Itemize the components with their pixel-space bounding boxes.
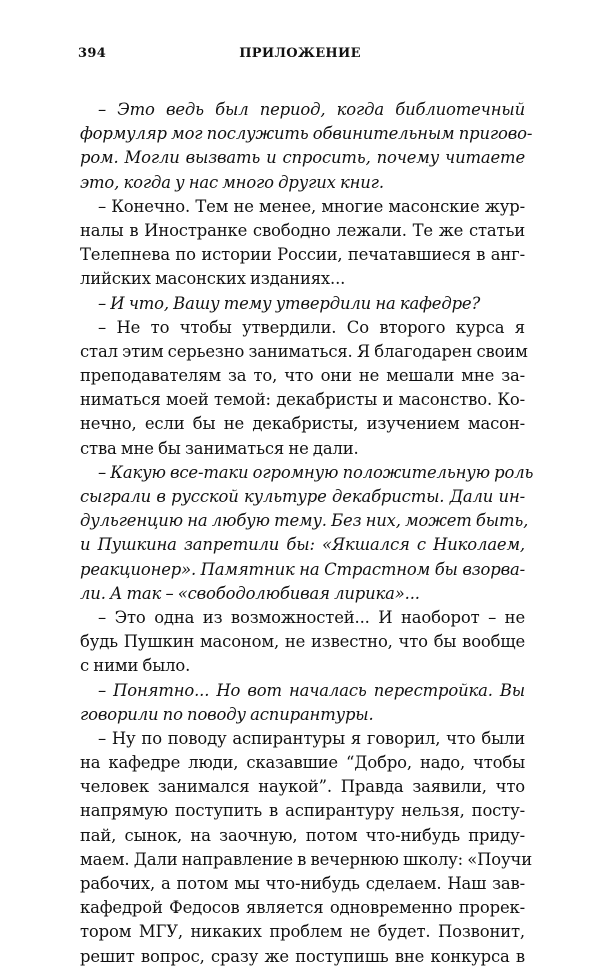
interviewer-text-line: реакционер». Памятник на Страстном бы взорва- [80, 559, 525, 579]
answer-text-line: нечно, если бы не декабристы, изучением масон- [80, 414, 525, 434]
answer-text-line: – Не то чтобы утвердили. Со второго курса я [98, 317, 525, 337]
answer-text-line: тором МГУ, никаких проблем не будет. Позвонит, [80, 922, 525, 942]
page-number: 394 [78, 46, 107, 61]
answer-text-line: напрямую поступить в аспирантуру нельзя, посту- [80, 801, 525, 821]
answer-text-line: рабочих, а потом мы что-нибудь сделаем. Наш зав- [80, 874, 525, 893]
body-text [80, 98, 534, 969]
answer-text-line: пай, сынок, на заочную, потом что-нибудь приду- [80, 825, 525, 845]
interviewer-text-line: – И что, Вашу тему утвердили на кафедре? [98, 293, 481, 313]
interviewer-text-line: говорили по поводу аспирантуры. [80, 704, 374, 724]
answer-text-line: – Это одна из возможностей... И наоборот – не [98, 607, 525, 627]
answer-text-line: человек занимался наукой”. Правда заявили, что [80, 777, 525, 797]
interviewer-text-line: дульгенцию на любую тему. Без них, может быть, [80, 511, 529, 531]
interviewer-text-line: ром. Могли вызвать и спросить, почему читаете [80, 148, 525, 168]
answer-text-line: будь Пушкин масоном, не известно, что бы вообще [80, 632, 525, 652]
interviewer-text-line: ли. А так – «свободолюбивая лирика»... [80, 583, 420, 603]
answer-text-line: на кафедре люди, сказавшие “Добро, надо, чтобы [80, 753, 525, 773]
interviewer-text-line: – Понятно... Но вот началась перестройка. Вы [98, 680, 525, 700]
answer-text-line: ниматься моей темой: декабристы и масонство. Ко- [80, 390, 525, 410]
answer-text-line: преподавателям за то, что они не мешали мне за- [80, 366, 525, 386]
answer-text-line: Телепнева по истории России, печатавшиеся в анг- [80, 245, 525, 265]
answer-text-line: маем. Дали направление в вечернюю школу: «Поучи [80, 849, 532, 869]
answer-text-line: налы в Иностранке свободно лежали. Те же статьи [80, 220, 525, 240]
answer-text-line: – Ну по поводу аспирантуры я говорил, что были [98, 728, 525, 748]
interviewer-text-line: – Какую все-таки огромную положительную роль [98, 462, 534, 482]
interviewer-text-line: сыграли в русской культуре декабристы. Дали ин- [80, 487, 525, 506]
interviewer-text-line: это, когда у нас много других книг. [80, 172, 384, 192]
running-head [78, 46, 522, 66]
answer-text-line: лийских масонских изданиях... [80, 269, 346, 289]
interviewer-text-line: – Это ведь был период, когда библиотечный [98, 100, 525, 119]
answer-text-line: – Конечно. Тем не менее, многие масонские жур- [98, 196, 525, 216]
interviewer-text-line: формуляр мог послужить обвинительным пригово- [80, 124, 533, 144]
answer-text-line: ства мне бы заниматься не дали. [80, 438, 359, 458]
section-title: ПРИЛОЖЕНИЕ [239, 46, 361, 61]
answer-text-line: с ними было. [80, 656, 191, 676]
answer-text-line: кафедрой Федосов является одновременно прорек- [80, 898, 525, 918]
interviewer-text-line: и Пушкина запретили бы: «Якшался с Николаем, [80, 535, 525, 555]
answer-text-line: стал этим серьезно заниматься. Я благодарен своим [80, 341, 528, 361]
answer-text-line: решит вопрос, сразу же поступишь вне конкурса в [80, 946, 525, 966]
